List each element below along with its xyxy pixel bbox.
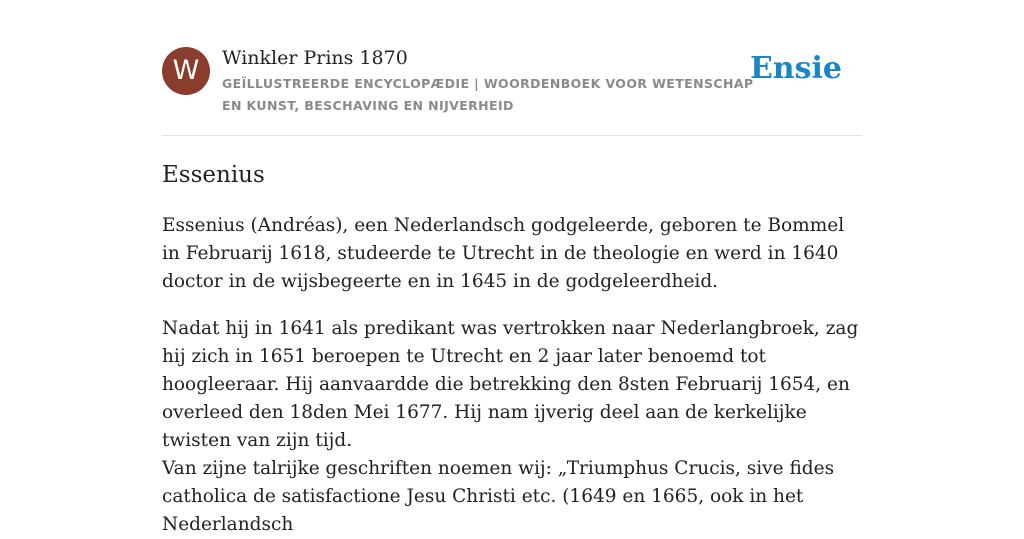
ensie-logo[interactable]: Ensie xyxy=(749,51,842,86)
article-paragraph-1: Essenius (Andréas), een Nederlandsch godgeleerde, geboren te Bommel in Februarij 1618, studeerde te Utrecht in de theologie en werd in 1640 doctor in de wijsbegeerte en in 1645 in de godgeleerdheid. xyxy=(162,215,845,292)
source-subtitle: GEÏLLUSTREERDE ENCYCLOPÆDIE | WOORDENBOEK VOOR WETENSCHAP EN KUNST, BESCHAVING EN NIJVERHEID xyxy=(222,76,754,113)
article-paragraph-3: Van zijne talrijke geschriften noemen wij: „Triumphus Crucis, sive fides catholica de satisfactione Jesu Christi etc. (1649 en 1665, ook in het Nederlandsch xyxy=(162,458,835,535)
article-paragraph-2: Nadat hij in 1641 als predikant was vertrokken naar Nederlangbroek, zag hij zich in 1651 beroepen te Utrecht en 2 jaar later benoemd tot hoogleeraar. Hij aanvaardde die betrekking den 8sten Februarij 1654, en overleed den 18den Mei 1677. Hij nam ijverig deel aan de kerkelijke twisten van zijn tijd. xyxy=(162,318,859,451)
page-container xyxy=(162,0,862,535)
source-title[interactable]: Winkler Prins 1870 xyxy=(222,47,408,69)
article-title: Essenius xyxy=(162,162,265,188)
avatar[interactable]: W xyxy=(162,47,210,95)
header xyxy=(162,0,862,136)
source-info xyxy=(222,45,762,117)
